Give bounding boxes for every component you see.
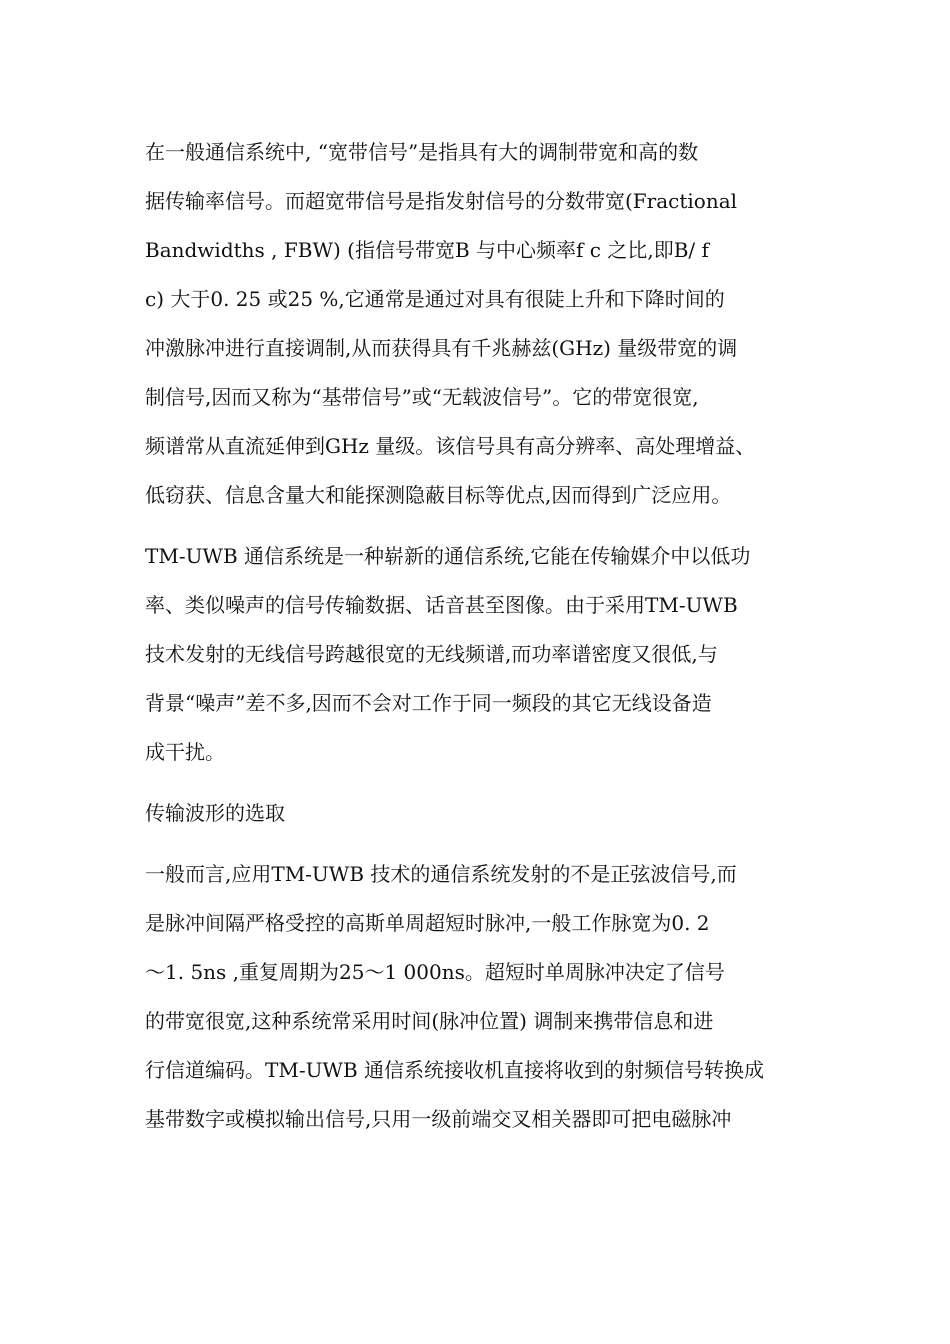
- paragraph-tm-uwb-system: [145, 532, 810, 777]
- text-line: 频谱常从直流延伸到GHz 量级。该信号具有高分辨率、高处理增益、: [145, 434, 756, 458]
- heading-text: 传输波形的选取: [145, 801, 285, 825]
- text-line: 冲激脉冲进行直接调制,从而获得具有千兆赫兹(GHz) 量级带宽的调: [145, 336, 738, 360]
- section-heading: [145, 789, 810, 838]
- text-line: 制信号,因而又称为“基带信号”或“无载波信号”。它的带宽很宽,: [145, 385, 699, 409]
- text-line: 据传输率信号。而超宽带信号是指发射信号的分数带宽(Fractional: [145, 189, 738, 213]
- paragraph-uwb-definition: [145, 128, 810, 520]
- text-line: 是脉冲间隔严格受控的高斯单周超短时脉冲,一般工作脉宽为0. 2: [145, 911, 710, 935]
- text-line: 率、类似噪声的信号传输数据、话音甚至图像。由于采用TM-UWB: [145, 593, 738, 617]
- text-line: 背景“噪声”差不多,因而不会对工作于同一频段的其它无线设备造: [145, 691, 712, 715]
- text-line: 基带数字或模拟输出信号,只用一级前端交叉相关器即可把电磁脉冲: [145, 1107, 732, 1131]
- paragraph-waveform: [145, 850, 810, 1144]
- text-line: c) 大于0. 25 或25 %,它通常是通过对具有很陡上升和下降时间的: [145, 287, 725, 311]
- text-line: 技术发射的无线信号跨越很宽的无线频谱,而功率谱密度又很低,与: [145, 642, 718, 666]
- document-body: [145, 128, 810, 1144]
- text-line: 在一般通信系统中, “宽带信号”是指具有大的调制带宽和高的数: [145, 140, 699, 164]
- text-line: 成干扰。: [145, 740, 225, 764]
- text-line: 的带宽很宽,这种系统常采用时间(脉冲位置) 调制来携带信息和进: [145, 1009, 714, 1033]
- text-line: 低窃获、信息含量大和能探测隐蔽目标等优点,因而得到广泛应用。: [145, 483, 732, 507]
- text-line: 行信道编码。TM-UWB 通信系统接收机直接将收到的射频信号转换成: [145, 1058, 765, 1082]
- text-line: Bandwidths , FBW) (指信号带宽B 与中心频率f c 之比,即B/ f: [145, 238, 709, 262]
- text-line: ～1. 5ns ,重复周期为25～1 000ns。超短时单周脉冲决定了信号: [145, 960, 725, 984]
- text-line: TM-UWB 通信系统是一种崭新的通信系统,它能在传输媒介中以低功: [145, 544, 751, 568]
- text-line: 一般而言,应用TM-UWB 技术的通信系统发射的不是正弦波信号,而: [145, 862, 737, 886]
